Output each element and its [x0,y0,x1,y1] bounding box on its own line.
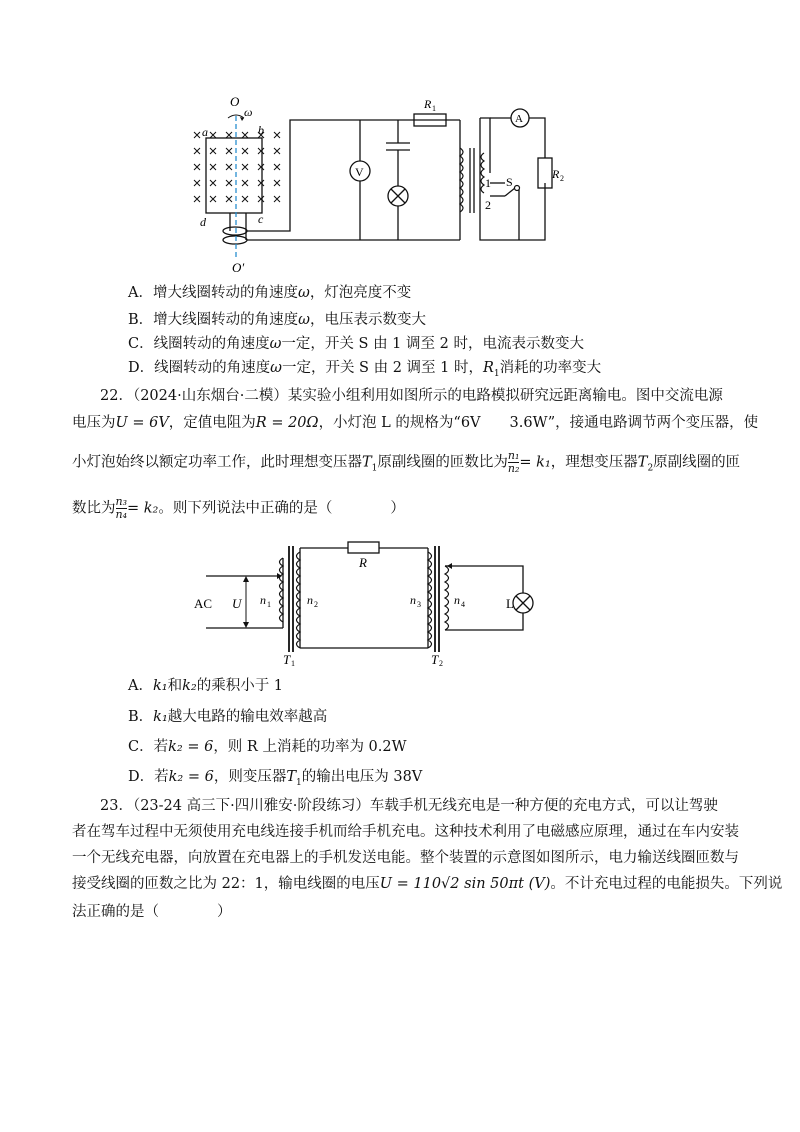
fraction-n3-n4: $\frac{\text{n₃}}{\text{n₄}}$ [115,495,127,521]
voltage-formula: U = 110√2 sin 50πt (V) [379,876,551,892]
q22-option-b: B．k₁越大电路的输电效率越高 [128,709,328,725]
figure-1-generator-circuit [180,88,564,278]
label-d: d [200,215,206,229]
label-n1-sub: 1 [267,600,271,609]
label-switch-1: 1 [485,176,491,190]
ammeter-label: A [515,113,523,125]
slip-ring-2 [223,236,247,244]
label-l: L [506,596,514,611]
label-ac: AC [194,596,213,611]
label-t1-sub: 1 [291,659,295,668]
q22-line-4: 数比为 $\frac{\text{n₃}}{\text{n₄}}$ = k₂。则下列说法中正确的是（ ） [72,495,405,521]
q22-line-3: 小灯泡始终以额定功率工作，此时理想变压器$T_1$原副线圈的匝数比为 $\frac{\text{n₁}}{\text{n₂}}$ = k₁，理想变压器$T_2$原副线圈的匝 [72,449,741,475]
q22-option-a: A．k₁和k₂的乘积小于 1 [128,678,284,694]
label-n2: n [307,593,313,607]
q22-line-2: 电压为U = 6V，定值电阻为R = 20Ω，小灯泡 L 的规格为“6V 3.6W”，接通电路调节两个变压器，使 [72,415,759,431]
label-o-prime: O′ [232,260,245,275]
q23-line-3: 一个无线充电器，向放置在充电器上的手机发送电能。整个装置的示意图如图所示，电力输送线圈匝数与 [72,850,739,866]
label-n3-sub: 3 [417,600,421,609]
label-r: R [359,555,367,570]
q23-line-1: 23．（23-24 高三下·四川雅安·阶段练习）车载手机无线充电是一种方便的充电方式，可以让驾驶 [100,798,718,814]
label-r1: R [424,97,432,111]
q21-option-b: B．增大线圈转动的角速度ω，电压表示数变大 [128,312,426,328]
label-r2-sub: 2 [560,174,564,183]
label-n2-sub: 2 [314,600,318,609]
label-r1-sub: 1 [432,104,436,113]
label-c: c [258,212,264,226]
label-n1: n [260,593,266,607]
label-u: U [232,596,242,611]
label-r2: R [552,167,560,181]
label-t2: T [431,652,439,667]
q23-line-2: 者在驾车过程中无须使用充电线连接手机而给手机充电。这种技术利用了电磁感应原理，通过在车内安装 [72,824,739,840]
voltmeter-label: V [355,165,364,179]
q22-line-1: 22．（2024·山东烟台·二模）某实验小组利用如图所示的电路模拟研究远距离输电。图中交流电源 [100,388,723,404]
resistor-r [348,542,379,553]
label-b: b [258,123,264,137]
q21-option-c: C．线圈转动的角速度ω一定，开关 S 由 1 调至 2 时，电流表示数变大 [128,336,584,352]
slip-ring-1 [223,227,247,235]
label-switch-2: 2 [485,198,491,212]
label-o: O [230,94,240,109]
q21-option-a: A．增大线圈转动的角速度ω，灯泡亮度不变 [128,285,412,301]
q22-option-c: C．若k₂ = 6，则 R 上消耗的功率为 0.2W [128,739,407,755]
figure-2-transmission-circuit [188,538,538,666]
q23-line-4: 接受线圈的匝数之比为 22：1，输电线圈的电压U = 110√2 sin 50πt (V)。不计充电过程的电能损失。下列说 [72,876,783,892]
label-a: a [202,125,208,139]
label-n4: n [454,593,460,607]
fraction-n1-n2: $\frac{\text{n₁}}{\text{n₂}}$ [507,449,520,475]
q21-option-d: D．线圈转动的角速度ω一定，开关 S 由 2 调至 1 时，$R_1$消耗的功率变大 [128,360,602,379]
q22-option-d: D．若k₂ = 6，则变压器$T_1$的输出电压为 38V [128,769,423,788]
label-switch-s: S [506,175,513,189]
q23-line-5: 法正确的是（ ） [72,904,232,920]
label-n4-sub: 4 [461,600,465,609]
magnetic-field-crosses [194,132,280,202]
label-t2-sub: 2 [439,659,443,668]
label-omega: ω [244,105,253,119]
label-n3: n [410,593,416,607]
label-t1: T [283,652,291,667]
